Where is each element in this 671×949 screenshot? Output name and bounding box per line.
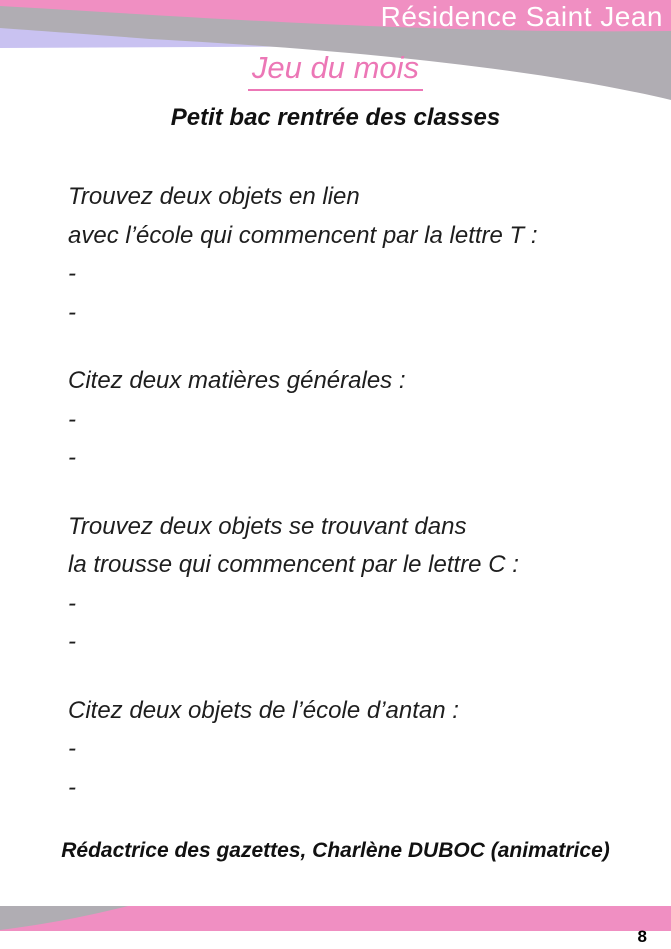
question-line: Citez deux matières générales : (68, 367, 406, 394)
question-block (68, 508, 635, 662)
blank-answer-line: - (68, 298, 76, 326)
blank-answer-line: - (68, 735, 76, 762)
question-list (0, 178, 671, 807)
brand-title: Résidence Saint Jean (380, 1, 663, 32)
blank-answer-line: - (68, 405, 76, 433)
question-line: la trousse qui commencent par le lettre C : (68, 551, 519, 578)
blank-answer-line: - (68, 589, 76, 617)
page-number: 8 (637, 927, 647, 946)
question-line: Citez deux objets de l’école d’antan : (68, 696, 459, 724)
question-line: Trouvez deux objets en lien (68, 183, 360, 210)
game-title: Jeu du mois (248, 50, 423, 91)
blank-answer-line: - (68, 628, 76, 655)
question-line: avec l’école qui commencent par la lettre T : (68, 221, 538, 249)
blank-answer-line: - (68, 444, 76, 471)
section-title: Petit bac rentrée des classes (170, 104, 501, 131)
blank-answer-line: - (68, 773, 76, 801)
blank-answer-line: - (68, 260, 76, 287)
question-block (68, 178, 635, 332)
question-line: Trouvez deux objets se trouvant dans (68, 512, 467, 540)
credit-line: Rédactrice des gazettes, Charlène DUBOC (animatrice) (61, 839, 610, 862)
game-title-wrap (0, 50, 671, 91)
question-block (68, 692, 635, 808)
question-block (68, 362, 635, 478)
page-content (0, 50, 671, 863)
footer-graphic (0, 906, 671, 932)
